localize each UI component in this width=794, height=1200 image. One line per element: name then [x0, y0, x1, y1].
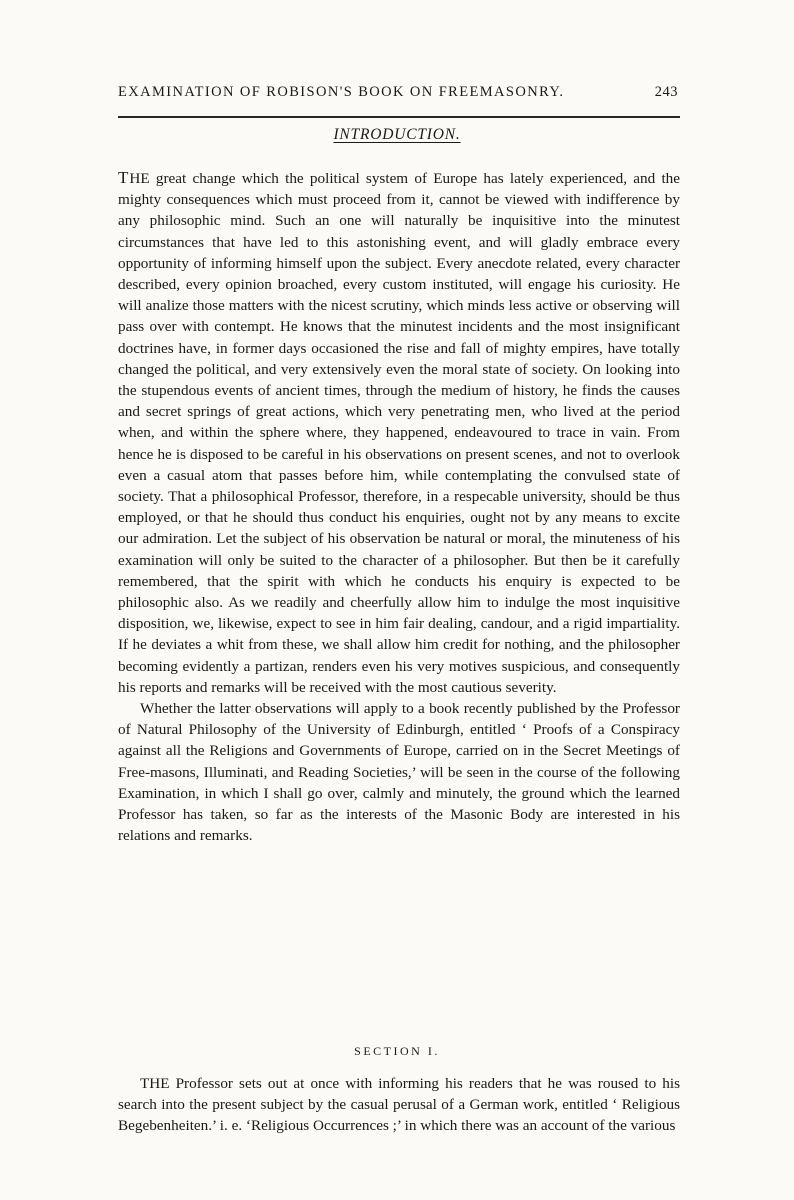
section-body — [118, 1073, 680, 1137]
header-rule — [118, 116, 680, 118]
introduction-body — [118, 167, 680, 847]
paragraph-intro-2: Whether the latter observations will apply to a book recently published by the Professor of Natural Philosophy of the University of Edinburgh, entitled ‘ Proofs of a Conspiracy against all the Religions and Governments of Europe, carried on in the Secret Meetings of Free-masons, Illuminati, and Reading Societies,’ will be seen in the course of the following Examination, in which I shall go over, calmly and minutely, the ground which the learned Professor has taken, so far as the interests of the Masonic Body are interested in his relations and remarks. — [118, 700, 680, 845]
introduction-heading: INTRODUCTION. — [333, 126, 461, 143]
running-head — [118, 84, 678, 101]
page-number: 243 — [654, 84, 678, 100]
running-title: EXAMINATION OF ROBISON'S BOOK ON FREEMASONRY. — [118, 84, 565, 100]
paragraph-intro-1: THE great change which the political system of Europe has lately experienced, and the mighty consequences which must proceed from it, cannot be viewed with indifference by any philosophic mind. Such an one will naturally be inquisitive into the minutest circumstances that have led to this astonishing event, and will gladly embrace every opportunity of informing himself upon the subject. Every anecdote related, every character described, every opinion broached, every custom instituted, will engage his curiosity. He will analize those matters with the nicest scrutiny, which minds less active or observing will pass over with contempt. He knows that the minutest incidents and the most insignificant doctrines have, in former days occasioned the rise and fall of mighty empires, have totally changed the political, and very extensively even the moral state of society. On looking into the stupendous events of ancient times, through the medium of history, he finds the causes and secret springs of great actions, which very penetrating men, who lived at the period when, and within the sphere where, they happened, endeavoured to trace in vain. From hence he is disposed to be careful in his observations on present scenes, and not to overlook even a casual atom that passes before him, while contemplating the convulsed state of society. That a philosophical Professor, therefore, in a respecable university, should be thus employed, or that he should thus conduct his enquiries, ought not by any means to excite our admiration. Let the subject of his observation be natural or moral, the minuteness of his examination will only be suited to the character of a philosopher. But then be it carefully remembered, that the spirit with which he conducts his enquiry is expected to be philosophic also. As we readily and cheerfully allow him to indulge the most inquisitive disposition, we, likewise, expect to see in him fair dealing, candour, and a rigid impartiality. If he deviates a whit from these, we shall allow him credit for nothing, and the philosopher becoming evidently a partizan, renders even his very motives suspicious, and consequently his reports and remarks will be received with the most cautious severity. — [118, 168, 680, 696]
section-heading: SECTION I. — [354, 1044, 440, 1058]
paragraph-section-1: THE Professor sets out at once with informing his readers that he was roused to his search into the present subject by the casual perusal of a German work, entitled ‘ Religious Begebenheiten.’ i. e. ‘Religious Occurrences ;’ in which there was an account of the various — [118, 1075, 680, 1135]
